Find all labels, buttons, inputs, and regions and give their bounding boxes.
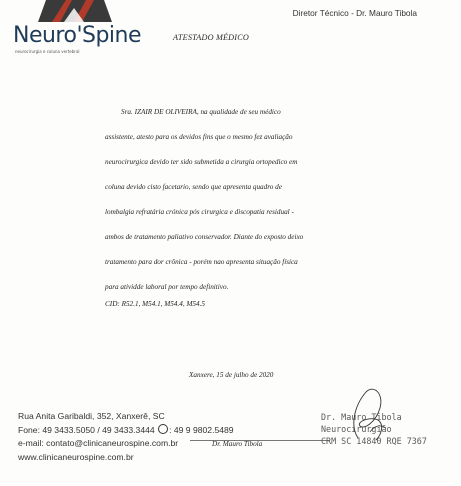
body-line: coluna devido cisto facetario, sendo que apresenta quadro de	[105, 183, 282, 191]
body-line: assistente, atesto para os devidos fins que o mesmo fez avaliação	[105, 133, 293, 141]
body-line: ambos de tratamento paliativo conservador. Diante do exposto deixo	[105, 233, 304, 241]
logo-text: Neuro'Spine	[13, 23, 142, 48]
document-title: ATESTADO MÉDICO	[173, 33, 249, 42]
stamp-specialty: Neurocirurgião	[321, 424, 392, 434]
clinic-phone-line	[18, 424, 234, 438]
clinic-website: www.clinicaneurospine.com.br	[18, 451, 134, 462]
clinic-contact-footer	[18, 410, 234, 464]
whatsapp-icon	[158, 424, 168, 434]
body-line: neurocirurgica devido ter sido submetida a cirurgia ortopedico em	[105, 158, 298, 166]
stamp-name: Dr. Mauro Tibola	[321, 412, 402, 422]
clinic-email: e-mail: contato@clinicaneurospine.com.br	[18, 438, 179, 448]
director-line: Diretor Técnico - Dr. Mauro Tibola	[292, 8, 417, 18]
certificate-body	[105, 100, 367, 300]
body-line: lombalgia refratária crónica pós cirurgica e discopatia residual -	[105, 208, 294, 216]
document-date: Xanxere, 15 de julho de 2020	[189, 371, 274, 379]
logo-tagline: neurocirurgia e coluna vertebral	[15, 49, 80, 54]
body-line: tratamento para dor crônica - porém nao apresenta situação física	[105, 258, 298, 266]
cid-codes: CID: R52.1, M54.1, M54.4, M54.5	[105, 300, 206, 308]
neurospine-logo-mark	[38, 0, 112, 22]
clinic-whatsapp: : 49 9 9802.5489	[169, 424, 234, 435]
clinic-address: Rua Anita Garibaldi, 352, Xanxerê, SC	[18, 411, 165, 421]
handwritten-signature	[340, 386, 400, 442]
signature-name: Dr. Mauro Tibola	[212, 440, 263, 448]
stamp-registration: CRM SC 14840 RQE 7367	[321, 436, 427, 446]
clinic-phones: Fone: 49 3433.5050 / 49 3433.3444	[18, 424, 155, 435]
body-line: para atividde laboral por tempo definitivo.	[105, 283, 229, 291]
body-line: Sra. IZAIR DE OLIVEIRA, na qualidade de seu médico	[121, 108, 281, 116]
